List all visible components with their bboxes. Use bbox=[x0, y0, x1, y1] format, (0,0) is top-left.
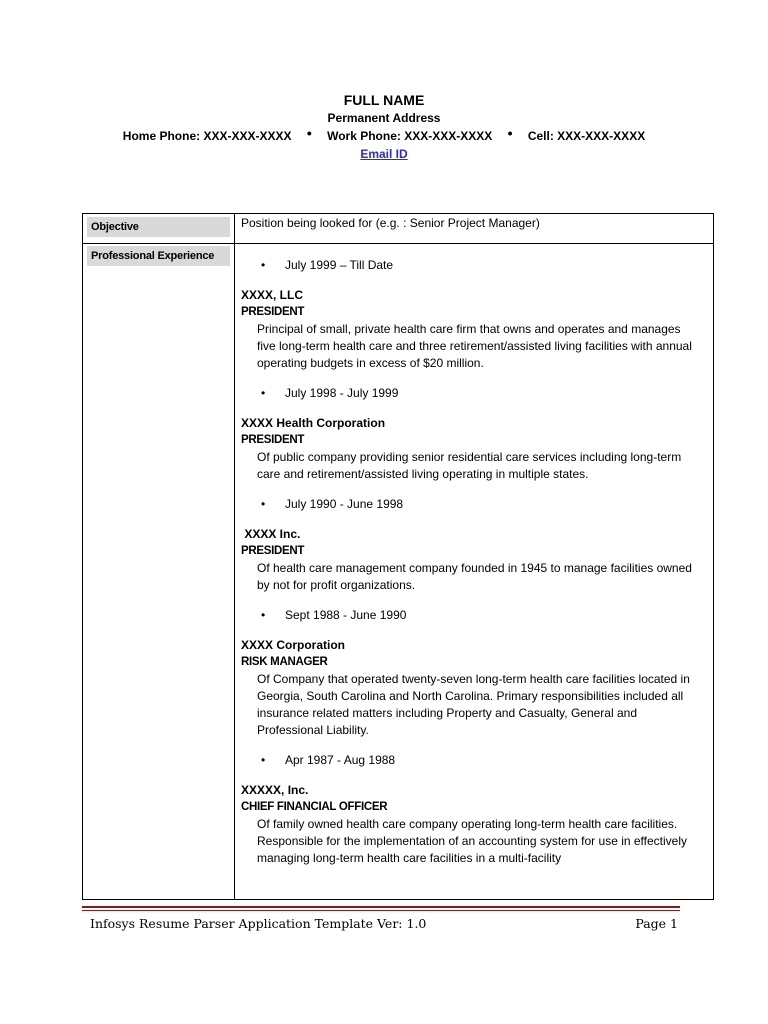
job-role: PRESIDENT bbox=[241, 306, 305, 318]
experience-label: Professional Experience bbox=[87, 246, 230, 266]
objective-row bbox=[83, 214, 713, 244]
bullet-icon: • bbox=[261, 386, 266, 400]
job-description: Of Company that operated twenty-seven long-term health care facilities located in Georgia, South Carolina and North Carolina. Primary responsibilities included all insurance related matters including Property and Casualty, General and Professional Liability. bbox=[257, 672, 690, 737]
experience-label-cell bbox=[83, 243, 235, 900]
bullet-icon: • bbox=[261, 608, 266, 622]
experience-row bbox=[83, 243, 713, 900]
objective-text: Position being looked for (e.g. : Senior Project Manager) bbox=[241, 216, 540, 230]
job-role: CHIEF FINANCIAL OFFICER bbox=[241, 801, 388, 813]
bullet-icon: • bbox=[261, 497, 266, 511]
bullet-icon: • bbox=[261, 753, 266, 767]
job-dates: • Sept 1988 - June 1990 bbox=[261, 608, 407, 622]
job-role: PRESIDENT bbox=[241, 434, 305, 446]
footer-divider bbox=[82, 910, 680, 911]
job-description: Of family owned health care company operating long-term health care facilities. Responsible for the implementation of an accounting system for use in effectively managing long-term health care facilities in a multi-facility bbox=[257, 817, 688, 865]
separator-dot: • bbox=[306, 125, 312, 141]
job-role: RISK MANAGER bbox=[241, 656, 328, 668]
company-name: XXXX Inc. bbox=[241, 527, 301, 541]
job-role: PRESIDENT bbox=[241, 545, 305, 557]
separator-dot: • bbox=[507, 125, 513, 141]
company-name: XXXXX, Inc. bbox=[241, 783, 309, 797]
footer-page-number: Page 1 bbox=[635, 916, 678, 931]
job-dates: • Apr 1987 - Aug 1988 bbox=[261, 753, 396, 767]
email-link[interactable]: Email ID bbox=[360, 147, 408, 161]
job-description: Of health care management company founded in 1945 to manage facilities owned by not for profit organizations. bbox=[257, 561, 692, 592]
job-dates: • July 1998 - July 1999 bbox=[261, 386, 399, 400]
page-footer bbox=[90, 916, 680, 934]
phone-line bbox=[0, 127, 768, 145]
footer-divider bbox=[82, 906, 680, 908]
home-phone: Home Phone: XXX-XXX-XXXX bbox=[122, 129, 292, 143]
objective-label: Objective bbox=[87, 217, 230, 237]
job-description: Principal of small, private health care firm that owns and operates and manages five long-term health care and three retirement/assisted living facilities with annual operating budgets in excess of $20 million. bbox=[257, 322, 692, 370]
job-dates: • July 1990 - June 1998 bbox=[261, 497, 404, 511]
permanent-address: Permanent Address bbox=[327, 111, 441, 125]
cell-phone: Cell: XXX-XXX-XXXX bbox=[527, 129, 646, 143]
resume-table bbox=[82, 213, 714, 900]
experience-list bbox=[241, 257, 701, 880]
job-dates: • July 1999 – Till Date bbox=[261, 258, 394, 272]
bullet-icon: • bbox=[261, 258, 266, 272]
company-name: XXXX Health Corporation bbox=[241, 416, 386, 430]
company-name: XXXX Corporation bbox=[241, 638, 346, 652]
work-phone: Work Phone: XXX-XXX-XXXX bbox=[327, 129, 493, 143]
footer-template-name: Infosys Resume Parser Application Template Ver: 1.0 bbox=[90, 916, 427, 931]
objective-label-cell bbox=[83, 214, 235, 243]
resume-header bbox=[0, 90, 768, 163]
full-name: FULL NAME bbox=[343, 92, 425, 108]
company-name: XXXX, LLC bbox=[241, 288, 304, 302]
job-description: Of public company providing senior residential care services including long-term care and retirement/assisted living operating in multiple states. bbox=[257, 450, 682, 481]
